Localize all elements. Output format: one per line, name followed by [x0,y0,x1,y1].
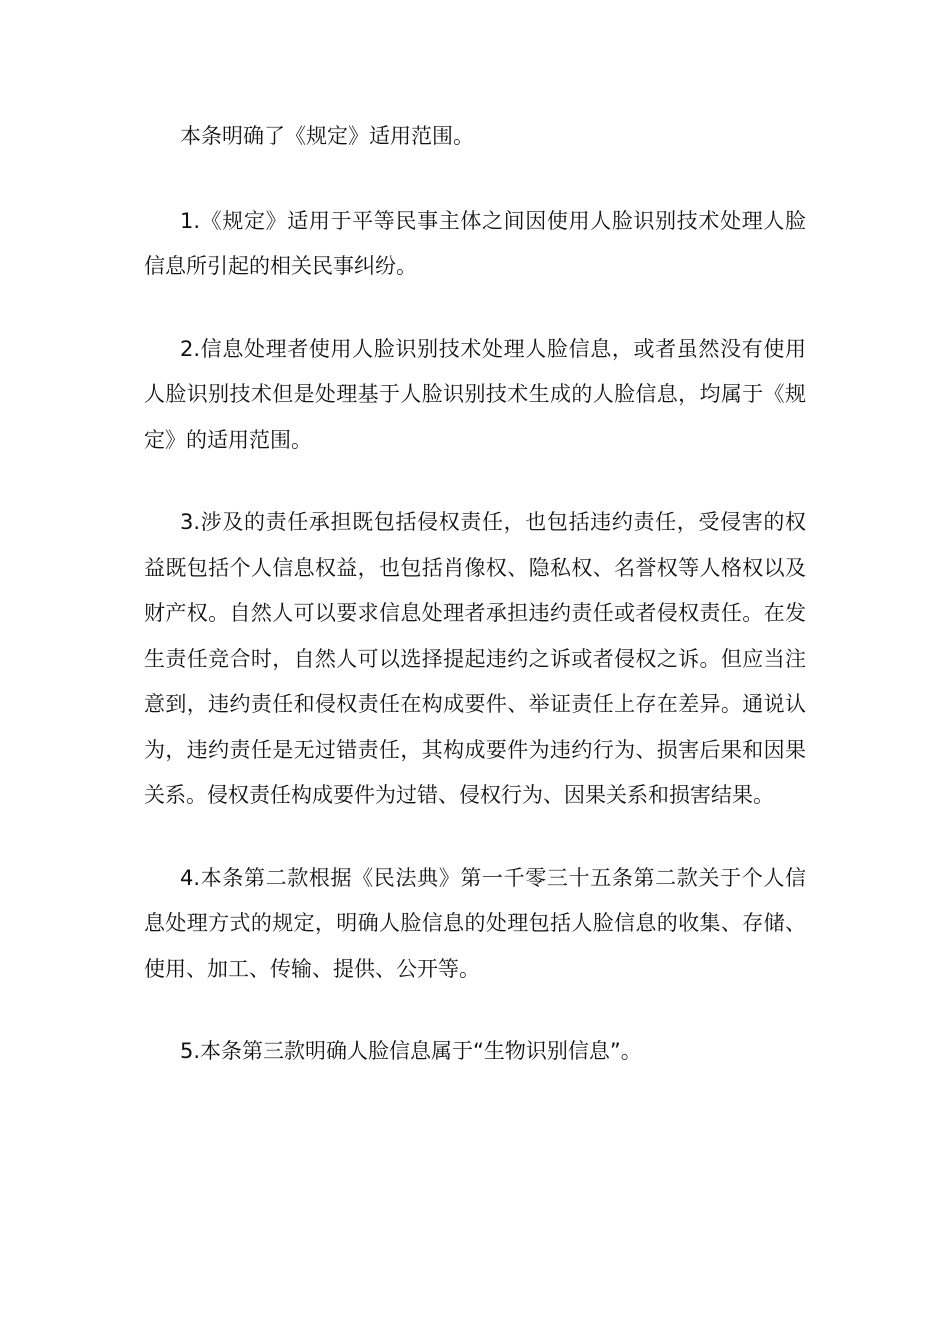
paragraph-item-5: 5.本条第三款明确人脸信息属于“生物识别信息”。 [180,1039,642,1063]
paragraph-item-3: 3.涉及的责任承担既包括侵权责任，也包括违约责任，受侵害的权益既包括个人信息权益，也包括肖像权、隐私权、名誉权等人格权以及财产权。自然人可以要求信息处理者承担违约责任或者侵权责任。在发生责任竞合时，自然人可以选择提起违约之诉或者侵权之诉。但应当注意到，违约责任和侵权责任在构成要件、举证责任上存在差异。通说认为，违约责任是无过错责任，其构成要件为违约行为、损害后果和因果关系。侵权责任构成要件为过错、侵权行为、因果关系和损害结果。 [144,510,806,807]
paragraph-item-2: 2.信息处理者使用人脸识别技术处理人脸信息，或者虽然没有使用人脸识别技术但是处理基于人脸识别技术生成的人脸信息，均属于《规定》的适用范围。 [144,336,806,452]
paragraph-item-4: 4.本条第二款根据《民法典》第一千零三十五条第二款关于个人信息处理方式的规定，明确人脸信息的处理包括人脸信息的收集、存储、使用、加工、传输、提供、公开等。 [144,865,806,981]
document-body [144,114,806,1112]
paragraph-item-1: 1.《规定》适用于平等民事主体之间因使用人脸识别技术处理人脸信息所引起的相关民事纠纷。 [144,208,806,278]
intro-paragraph: 本条明确了《规定》适用范围。 [180,124,474,148]
